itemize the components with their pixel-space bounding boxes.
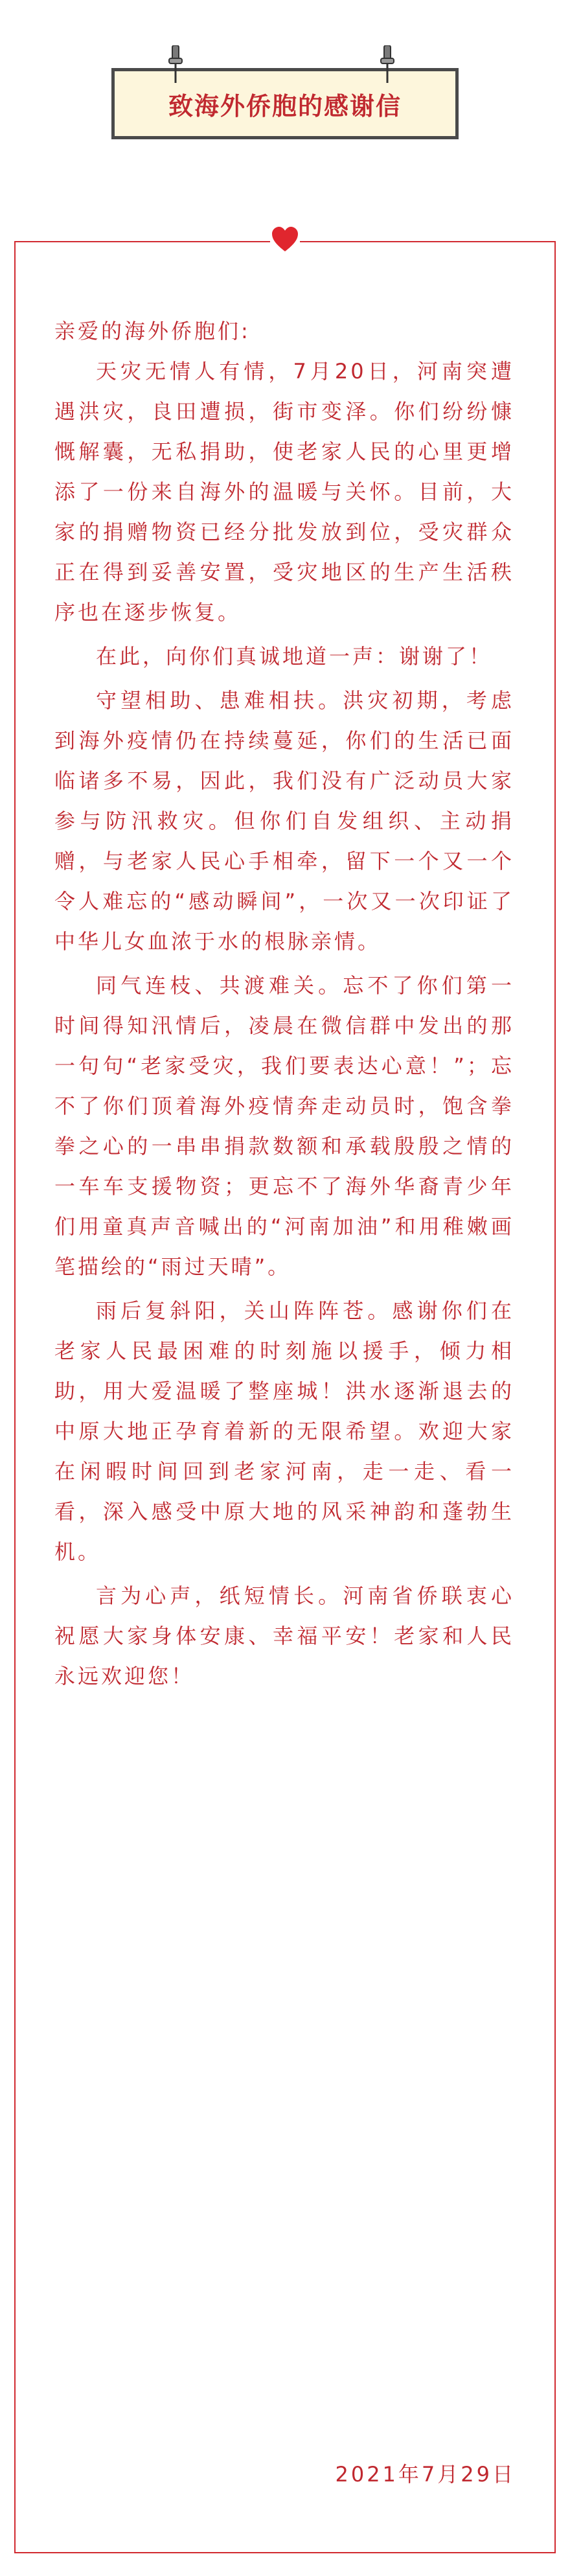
letter-paragraph: 言为心声，纸短情长。河南省侨联衷心祝愿大家身体安康、幸福平安！老家和人民永远欢迎您！ [54, 1583, 514, 1688]
pushpin-icon [167, 45, 184, 84]
letter-paragraph: 同气连枝、共渡难关。忘不了你们第一时间得知汛情后，凌晨在微信群中发出的那一句句“老家受灾，我们要表达心意！”；忘不了你们顶着海外疫情奔走动员时，饱含拳拳之心的一串串捐款数额和承载殷殷之情的一车车支援物资；更忘不了海外华裔青少年们用童真声音喊出的“河南加油”和用稚嫩画笔描绘的“雨过天晴”。 [54, 973, 514, 1279]
pushpin-icon [379, 45, 396, 84]
letter-body [54, 311, 514, 1696]
letter-paragraph: 天灾无情人有情，7月20日，河南突遭遇洪灾，良田遭损，街市变泽。你们纷纷慷慨解囊，无私捐助，使老家人民的心里更增添了一份来自海外的温暖与关怀。目前，大家的捐赠物资已经分批发放到位，受灾群众正在得到妥善安置，受灾地区的生产生活秩序也在逐步恢复。 [54, 359, 514, 625]
heart-icon [270, 225, 300, 254]
letter-paragraph: 守望相助、患难相扶。洪灾初期，考虑到海外疫情仍在持续蔓延，你们的生活已面临诸多不易，因此，我们没有广泛动员大家参与防汛救灾。但你们自发组织、主动捐赠，与老家人民心手相牵，留下一个又一个令人难忘的“感动瞬间”，一次又一次印证了中华儿女血浓于水的根脉亲情。 [54, 688, 514, 954]
letter-paragraph: 在此，向你们真诚地道一声：谢谢了！ [96, 644, 493, 669]
letter-greeting: 亲爱的海外侨胞们: [54, 319, 251, 343]
letter-title: 致海外侨胞的感谢信 [168, 91, 402, 121]
title-plaque [111, 68, 459, 139]
letter-date: 2021年7月29日 [335, 2462, 516, 2487]
letter-paragraph: 雨后复斜阳，关山阵阵苍。感谢你们在老家人民最困难的时刻施以援手，倾力相助，用大爱温暖了整座城！洪水逐渐退去的中原大地正孕育着新的无限希望。欢迎大家在闲暇时间回到老家河南，走一走、看一看，深入感受中原大地的风采神韵和蓬勃生机。 [54, 1298, 514, 1564]
